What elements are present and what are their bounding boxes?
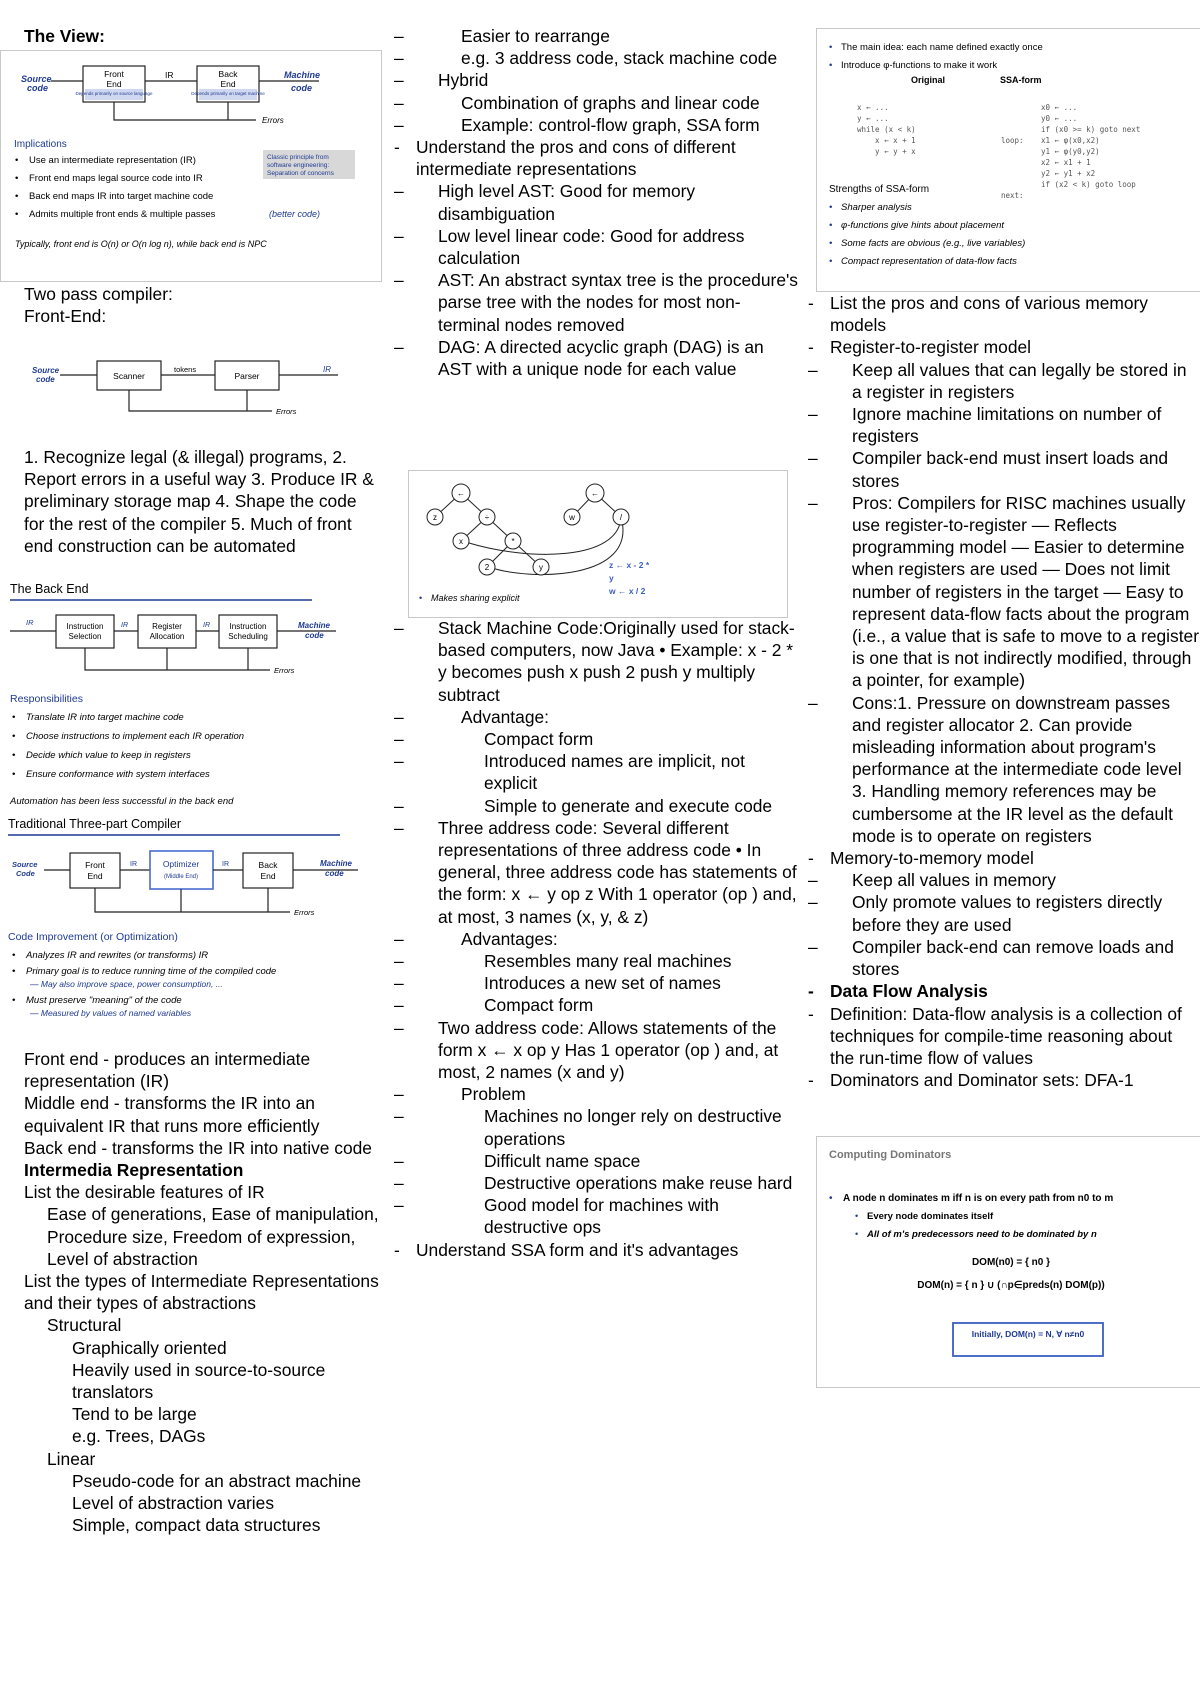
svg-text:y ← ...: y ← ... bbox=[857, 114, 889, 123]
svg-text:x1 ← φ(x0,x2): x1 ← φ(x0,x2) bbox=[1041, 136, 1100, 145]
svg-text:•: • bbox=[15, 191, 19, 202]
svg-text:Errors: Errors bbox=[276, 407, 297, 416]
outline-item: – Problem bbox=[416, 1083, 800, 1105]
back-end-title: The Back End bbox=[10, 582, 89, 596]
back-end-note: Depends primarily on target machine bbox=[191, 91, 265, 96]
svg-text:IR: IR bbox=[323, 365, 331, 374]
svg-text:IR: IR bbox=[203, 622, 210, 629]
svg-text:Sharper analysis: Sharper analysis bbox=[841, 202, 912, 213]
outline-item: – Combination of graphs and linear code bbox=[416, 92, 800, 114]
outline-item: – Introduces a new set of names bbox=[416, 972, 800, 994]
svg-text:Machine: Machine bbox=[284, 70, 321, 80]
svg-text:÷: ÷ bbox=[484, 513, 490, 522]
svg-text:IR: IR bbox=[130, 861, 137, 868]
svg-text:y2 ← y1 + x2: y2 ← y1 + x2 bbox=[1041, 169, 1096, 178]
outline-item: – Linear bbox=[0, 1448, 395, 1470]
source-code-label: Source bbox=[21, 74, 52, 84]
outline-item: – Cons:1. Pressure on downstream passes and register allocator 2. Can provide misleading information about program's performance at the intermediate code level 3. Handling memory references may be cumbersome at the IR level as the default mode is to operate on registers bbox=[830, 692, 1200, 847]
errors-label: Errors bbox=[262, 116, 284, 125]
outline-item: - Understand the pros and cons of different intermediate representations bbox=[416, 136, 800, 180]
outline-item: – Simple, compact data structures bbox=[0, 1514, 395, 1536]
section-heading: - Intermedia Representation bbox=[0, 1159, 395, 1181]
svg-text:Classic principle from: Classic principle from bbox=[267, 154, 329, 161]
outline-item: – Low level linear code: Good for address calculation bbox=[416, 225, 800, 269]
implication-item: Front end maps legal source code into IR bbox=[29, 173, 203, 184]
optimizer-box bbox=[150, 851, 213, 889]
outline-item: - Two pass compiler: bbox=[0, 283, 395, 305]
outline-item: – Level of abstraction varies bbox=[0, 1492, 395, 1514]
svg-text:x: x bbox=[459, 537, 463, 546]
ssa-strengths-heading: Strengths of SSA-form bbox=[829, 184, 930, 195]
outline-item: – Advantage: bbox=[416, 706, 800, 728]
outline-item: - Understand SSA form and it's advantages bbox=[416, 1239, 800, 1261]
outline-list bbox=[816, 292, 1200, 1091]
svg-text:if (x0 >= k) goto next: if (x0 >= k) goto next bbox=[1041, 125, 1141, 134]
svg-text:Errors: Errors bbox=[294, 908, 315, 917]
outline-item: – Structural bbox=[0, 1314, 395, 1336]
svg-text:•: • bbox=[829, 202, 833, 213]
svg-text:x2 ← x1 + 1: x2 ← x1 + 1 bbox=[1041, 158, 1091, 167]
outline-item: – Pseudo-code for an abstract machine bbox=[0, 1470, 395, 1492]
svg-text:SSA-form: SSA-form bbox=[1000, 75, 1042, 85]
figure-dag bbox=[408, 470, 788, 618]
outline-item: – Compact form bbox=[416, 728, 800, 750]
svg-text:•: • bbox=[829, 256, 833, 267]
svg-text:loop:: loop: bbox=[1001, 136, 1024, 145]
svg-text:y ← y + x: y ← y + x bbox=[857, 147, 916, 156]
svg-text:All of m's predecessors need t: All of m's predecessors need to be dominated by n bbox=[867, 1229, 1097, 1240]
svg-text:Parser: Parser bbox=[234, 371, 260, 381]
outline-item: – Introduced names are implicit, not explicit bbox=[416, 750, 800, 794]
svg-text:•: • bbox=[12, 950, 16, 961]
svg-text:End: End bbox=[260, 871, 276, 881]
svg-text:•: • bbox=[15, 155, 19, 166]
svg-text:Code: Code bbox=[16, 869, 35, 878]
svg-text:x0 ← ...: x0 ← ... bbox=[1041, 103, 1078, 112]
svg-text:/: / bbox=[619, 513, 623, 522]
svg-text:Machine: Machine bbox=[298, 621, 331, 630]
svg-text:code: code bbox=[305, 631, 324, 640]
svg-text:w: w bbox=[569, 513, 575, 522]
implications-heading: Implications bbox=[14, 139, 67, 150]
outline-item: - Definition: Data-flow analysis is a collection of techniques for compile-time reasoning about the run-time flow of values bbox=[830, 1003, 1200, 1070]
outline-item: - 1. Recognize legal (& illegal) programs, 2. Report errors in a useful way 3. Produce IR & preliminary storage map 4. Shape the code for the rest of the compiler 5. Much of front end construction can be automated bbox=[0, 446, 375, 557]
svg-text:•: • bbox=[12, 769, 16, 780]
svg-text:End: End bbox=[87, 871, 103, 881]
svg-text:Front: Front bbox=[104, 69, 124, 79]
figure-back-end bbox=[0, 578, 370, 1018]
svg-text:tokens: tokens bbox=[174, 365, 197, 374]
back-end-footer: Automation has been less successful in the back end bbox=[10, 796, 234, 807]
outline-item: – Machines no longer rely on destructive operations bbox=[416, 1105, 800, 1149]
outline-item: – Ignore machine limitations on number of registers bbox=[830, 403, 1200, 447]
outline-item: – Easier to rearrange bbox=[416, 25, 800, 47]
svg-text:(Middle End): (Middle End) bbox=[163, 874, 199, 880]
svg-text:*: * bbox=[511, 537, 515, 546]
outline-list bbox=[0, 25, 395, 47]
svg-text:•: • bbox=[829, 220, 833, 231]
outline-list bbox=[0, 446, 375, 557]
svg-text:•: • bbox=[15, 209, 19, 220]
svg-text:Back: Back bbox=[218, 69, 238, 79]
figure-compiler-view bbox=[0, 50, 382, 282]
outline-list bbox=[0, 283, 395, 327]
outline-item: – Good model for machines with destructive ops bbox=[416, 1194, 800, 1238]
dom-initial-condition: Initially, DOM(n) = N, ∀ n≠n0 bbox=[971, 1329, 1085, 1339]
outline-item: – Hybrid bbox=[416, 69, 800, 91]
svg-text:y0 ← ...: y0 ← ... bbox=[1041, 114, 1078, 123]
outline-item: – Keep all values in memory bbox=[830, 869, 1200, 891]
svg-text:•: • bbox=[829, 1193, 833, 1204]
outline-item: – e.g. 3 address code, stack machine code bbox=[416, 47, 800, 69]
svg-text:IR: IR bbox=[165, 70, 174, 80]
svg-text:Errors: Errors bbox=[274, 666, 295, 675]
dom-equation-base: DOM(n0) = { n0 } bbox=[971, 1257, 1051, 1268]
outline-item: - Memory-to-memory model bbox=[830, 847, 1200, 869]
svg-text:Some facts are obvious (e.g.,: Some facts are obvious (e.g., live variables) bbox=[841, 238, 1026, 249]
svg-text:IR: IR bbox=[222, 861, 229, 868]
outline-item: – AST: An abstract syntax tree is the procedure's parse tree with the nodes for most non-terminal nodes removed bbox=[416, 269, 800, 336]
svg-text:code: code bbox=[325, 869, 344, 878]
svg-text:Selection: Selection bbox=[68, 632, 102, 641]
outline-list bbox=[408, 25, 800, 380]
figure-front-end bbox=[20, 350, 360, 426]
svg-text:A node n dominates m iff n is: A node n dominates m iff n is on every path from n0 to m bbox=[843, 1193, 1114, 1204]
svg-text:Scheduling: Scheduling bbox=[228, 632, 268, 641]
svg-text:IR: IR bbox=[26, 618, 34, 627]
section-heading: - Data Flow Analysis bbox=[830, 980, 1200, 1002]
dom-equation-recursive: DOM(n) = { n } ∪ (∩p∈preds(n) DOM(p)) bbox=[917, 1280, 1105, 1291]
outline-list bbox=[0, 1048, 395, 1536]
outline-item: – Resembles many real machines bbox=[416, 950, 800, 972]
outline-list bbox=[408, 617, 800, 1261]
svg-text:The main idea: each name defi: The main idea: each name defined exactly once bbox=[841, 42, 1043, 53]
outline-item: – Compact form bbox=[416, 994, 800, 1016]
better-code-label: (better code) bbox=[269, 209, 321, 219]
svg-text:software engineering:: software engineering: bbox=[267, 162, 330, 169]
responsibilities-heading: Responsibilities bbox=[10, 693, 83, 705]
outline-item: - List the pros and cons of various memory models bbox=[830, 292, 1200, 336]
svg-text:z ← x - 2 *: z ← x - 2 * bbox=[609, 560, 650, 570]
svg-text:←: ← bbox=[591, 489, 599, 498]
outline-item: – Destructive operations make reuse hard bbox=[416, 1172, 800, 1194]
figure-dominators bbox=[816, 1136, 1200, 1388]
svg-text:Instruction: Instruction bbox=[229, 622, 267, 631]
svg-text:Source: Source bbox=[12, 860, 38, 869]
svg-text:Optimizer: Optimizer bbox=[162, 859, 200, 869]
svg-text:next:: next: bbox=[1001, 191, 1024, 200]
outline-item: – Advantages: bbox=[416, 928, 800, 950]
dominators-title: Computing Dominators bbox=[829, 1149, 952, 1161]
svg-text:Machine: Machine bbox=[320, 859, 353, 868]
three-part-title: Traditional Three-part Compiler bbox=[8, 817, 181, 831]
svg-text:Separation of concerns: Separation of concerns bbox=[267, 170, 334, 177]
svg-text:Original: Original bbox=[911, 75, 946, 85]
svg-text:w ← x / 2: w ← x / 2 bbox=[609, 586, 646, 596]
implication-item: Back end maps IR into target machine code bbox=[29, 191, 214, 202]
svg-text:•: • bbox=[829, 238, 833, 249]
svg-text:— Measured by values of named: — Measured by values of named variables bbox=[30, 1008, 192, 1018]
outline-item: – DAG: A directed acyclic graph (DAG) is an AST with a unique node for each value bbox=[416, 336, 800, 380]
outline-item: – Difficult name space bbox=[416, 1150, 800, 1172]
svg-text:Analyzes IR and rewrites (or t: Analyzes IR and rewrites (or transforms) IR bbox=[26, 950, 209, 961]
svg-text:Register: Register bbox=[152, 622, 182, 631]
code-improvement-heading: Code Improvement (or Optimization) bbox=[8, 931, 178, 943]
svg-text:Must preserve "meaning" of the: Must preserve "meaning" of the code bbox=[26, 995, 182, 1006]
svg-text:Front: Front bbox=[85, 860, 105, 870]
svg-text:code: code bbox=[291, 83, 313, 93]
outline-item: – Heavily used in source-to-source translators bbox=[0, 1359, 395, 1403]
outline-item: – Simple to generate and execute code bbox=[416, 795, 800, 817]
svg-text:code: code bbox=[36, 375, 55, 384]
outline-item: – Keep all values that can legally be stored in a register in registers bbox=[830, 359, 1200, 403]
outline-item: – Three address code: Several different representations of three address code • In general, three address code has statements of the form: x ← y op z With 1 operator (op ) and, at most, 3 names (x, y, & z) bbox=[416, 817, 800, 928]
svg-text:if (x2 < k) goto loop: if (x2 < k) goto loop bbox=[1041, 180, 1136, 189]
svg-text:while (x < k): while (x < k) bbox=[857, 125, 916, 134]
svg-text:x ← x + 1: x ← x + 1 bbox=[857, 136, 916, 145]
svg-text:code: code bbox=[27, 83, 49, 93]
svg-text:End: End bbox=[106, 79, 122, 89]
svg-text:Primary goal is to reduce runn: Primary goal is to reduce running time of the compiled code bbox=[26, 966, 277, 977]
svg-text:Source: Source bbox=[32, 366, 60, 375]
svg-text:•: • bbox=[15, 173, 19, 184]
outline-item: - List the desirable features of IR bbox=[0, 1181, 395, 1203]
figure-footer: Typically, front end is O(n) or O(n log n), while back end is NPC bbox=[15, 239, 267, 249]
svg-text:•: • bbox=[829, 60, 833, 71]
implication-item: Use an intermediate representation (IR) bbox=[29, 155, 196, 166]
svg-text:Back: Back bbox=[258, 860, 278, 870]
svg-text:•: • bbox=[419, 593, 423, 603]
outline-item: – Pros: Compilers for RISC machines usually use register-to-register — Reflects programming model — Easier to determine when registers are used — Does not limit number of registers in the target — Easy to represent data-flow facts about the program (i.e., a value that is safe to move to a register is one that is not indirectly modified, through a pointer, for example) bbox=[830, 492, 1200, 692]
svg-text:End: End bbox=[220, 79, 236, 89]
svg-text:←: ← bbox=[457, 489, 465, 498]
outline-item: - Dominators and Dominator sets: DFA-1 bbox=[830, 1069, 1200, 1091]
svg-text:2: 2 bbox=[484, 563, 490, 572]
outline-item: - Front-End: bbox=[0, 305, 395, 327]
figure-ssa bbox=[816, 28, 1200, 292]
outline-item: – Graphically oriented bbox=[0, 1337, 395, 1359]
front-end-note: Depends primarily on source language bbox=[75, 91, 153, 96]
outline-item: – Tend to be large bbox=[0, 1403, 395, 1425]
section-heading: - The View: bbox=[0, 25, 395, 47]
outline-item: - Register-to-register model bbox=[830, 336, 1200, 358]
svg-text:•: • bbox=[12, 995, 16, 1006]
outline-item: – Compiler back-end can remove loads and stores bbox=[830, 936, 1200, 980]
svg-text:φ-functions give hints about p: φ-functions give hints about placement bbox=[841, 220, 1005, 231]
svg-text:•: • bbox=[12, 731, 16, 742]
svg-text:•: • bbox=[855, 1229, 859, 1239]
outline-item: – Only promote values to registers directly before they are used bbox=[830, 891, 1200, 935]
outline-item: – Two address code: Allows statements of the form x ← x op y Has 1 operator (op ) and, at most, 2 names (x and y) bbox=[416, 1017, 800, 1084]
svg-text:y: y bbox=[609, 573, 614, 583]
svg-text:Introduce φ-functions to make: Introduce φ-functions to make it work bbox=[841, 60, 998, 71]
svg-text:IR: IR bbox=[121, 622, 128, 629]
responsibility-item: Ensure conformance with system interfaces bbox=[26, 769, 210, 780]
svg-text:y: y bbox=[539, 563, 543, 572]
outline-item: – Stack Machine Code:Originally used for stack-based computers, now Java • Example: x - 2 * y becomes push x push 2 push y multiply subtract bbox=[416, 617, 800, 706]
responsibility-item: Translate IR into target machine code bbox=[26, 712, 184, 723]
outline-item: – Example: control-flow graph, SSA form bbox=[416, 114, 800, 136]
svg-text:z: z bbox=[433, 513, 437, 522]
outline-item: - List the types of Intermediate Representations and their types of abstractions bbox=[0, 1270, 395, 1314]
svg-text:•: • bbox=[12, 750, 16, 761]
outline-item: – High level AST: Good for memory disambiguation bbox=[416, 180, 800, 224]
svg-text:•: • bbox=[829, 42, 833, 53]
outline-item: – e.g. Trees, DAGs bbox=[0, 1425, 395, 1447]
svg-text:y1 ← φ(y0,y2): y1 ← φ(y0,y2) bbox=[1041, 147, 1100, 156]
outline-item: - Front end - produces an intermediate representation (IR) bbox=[0, 1048, 395, 1092]
responsibility-item: Choose instructions to implement each IR operation bbox=[26, 731, 245, 742]
outline-item: – Compiler back-end must insert loads and stores bbox=[830, 447, 1200, 491]
svg-text:•: • bbox=[855, 1211, 859, 1221]
outline-item: - Back end - transforms the IR into native code bbox=[0, 1137, 395, 1159]
svg-text:x ← ...: x ← ... bbox=[857, 103, 889, 112]
svg-text:•: • bbox=[12, 966, 16, 977]
dag-caption: Makes sharing explicit bbox=[431, 593, 520, 603]
svg-text:Every node dominates itself: Every node dominates itself bbox=[867, 1211, 994, 1222]
svg-text:Allocation: Allocation bbox=[149, 632, 185, 641]
svg-text:•: • bbox=[12, 712, 16, 723]
outline-item: – Ease of generations, Ease of manipulation, Procedure size, Freedom of expression, Level of abstraction bbox=[0, 1203, 395, 1270]
outline-item: - Middle end - transforms the IR into an equivalent IR that runs more efficiently bbox=[0, 1092, 395, 1136]
svg-text:Scanner: Scanner bbox=[113, 371, 145, 381]
svg-text:— May also improve space, powe: — May also improve space, power consumption, ... bbox=[30, 979, 223, 989]
svg-text:Compact representation of data: Compact representation of data-flow facts bbox=[841, 256, 1017, 267]
responsibility-item: Decide which value to keep in registers bbox=[26, 750, 191, 761]
svg-text:Instruction: Instruction bbox=[66, 622, 104, 631]
implication-item: Admits multiple front ends & multiple passes bbox=[29, 209, 216, 220]
